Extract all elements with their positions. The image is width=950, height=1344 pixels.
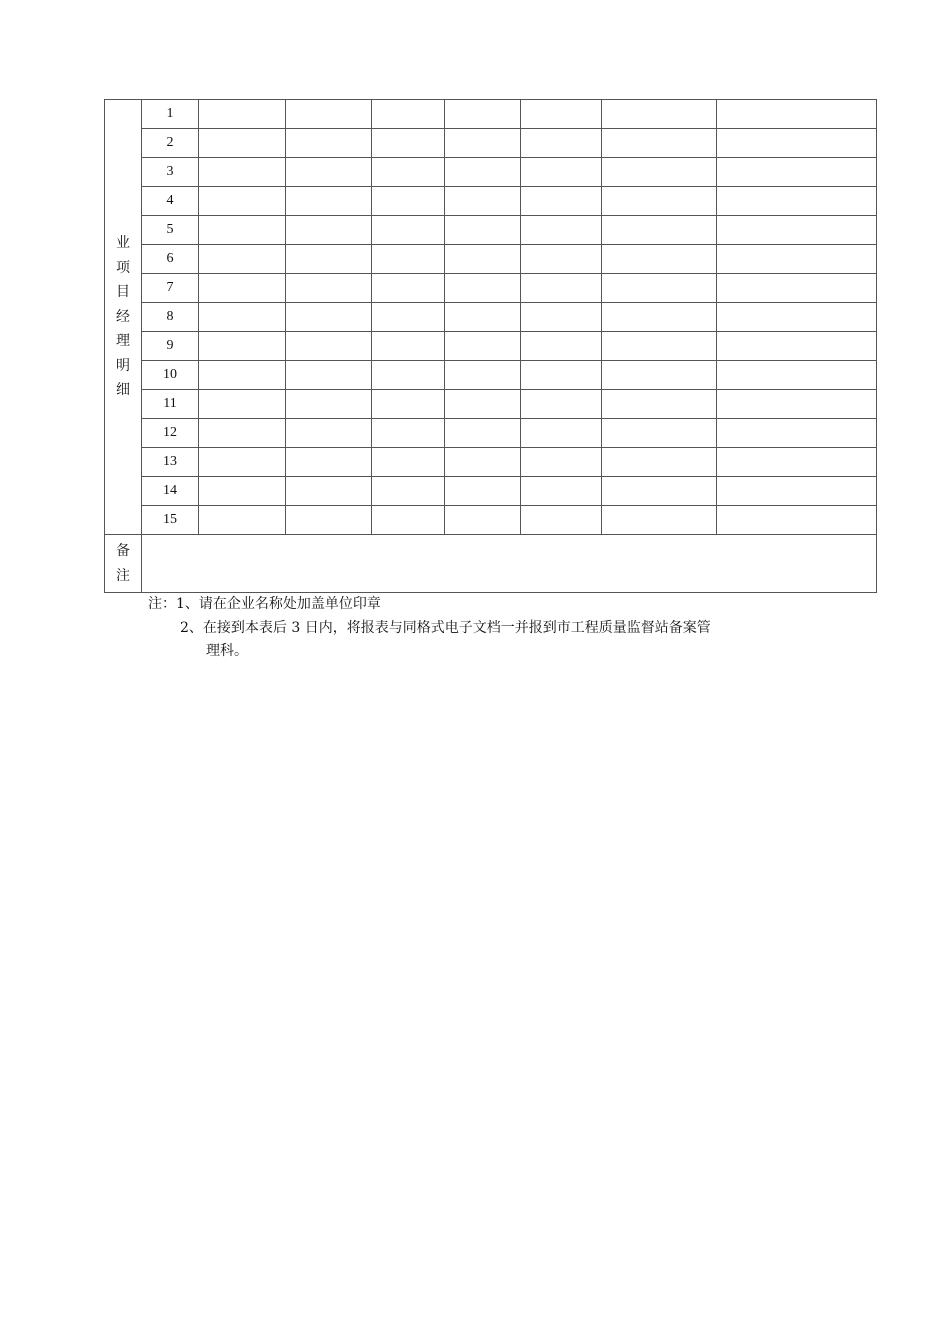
blank-cell[interactable] bbox=[199, 216, 286, 245]
blank-cell[interactable] bbox=[602, 100, 717, 129]
blank-cell[interactable] bbox=[521, 332, 602, 361]
blank-cell[interactable] bbox=[717, 245, 877, 274]
blank-cell[interactable] bbox=[445, 303, 521, 332]
blank-cell[interactable] bbox=[445, 419, 521, 448]
blank-cell[interactable] bbox=[199, 390, 286, 419]
blank-cell[interactable] bbox=[445, 245, 521, 274]
blank-cell[interactable] bbox=[602, 448, 717, 477]
blank-cell[interactable] bbox=[717, 216, 877, 245]
row-number: 12 bbox=[142, 419, 199, 448]
blank-cell[interactable] bbox=[286, 477, 372, 506]
remarks-label-char: 备 bbox=[116, 543, 130, 559]
blank-cell[interactable] bbox=[521, 390, 602, 419]
blank-cell[interactable] bbox=[521, 100, 602, 129]
blank-cell[interactable] bbox=[199, 274, 286, 303]
blank-cell[interactable] bbox=[372, 390, 445, 419]
table-row bbox=[105, 274, 877, 303]
blank-cell[interactable] bbox=[372, 506, 445, 535]
blank-cell[interactable] bbox=[717, 303, 877, 332]
blank-cell[interactable] bbox=[286, 100, 372, 129]
blank-cell[interactable] bbox=[372, 245, 445, 274]
blank-cell[interactable] bbox=[717, 361, 877, 390]
row-number: 13 bbox=[142, 448, 199, 477]
blank-cell[interactable] bbox=[717, 274, 877, 303]
blank-cell[interactable] bbox=[602, 361, 717, 390]
blank-cell[interactable] bbox=[372, 129, 445, 158]
table-row bbox=[105, 390, 877, 419]
blank-cell[interactable] bbox=[286, 303, 372, 332]
blank-cell[interactable] bbox=[717, 390, 877, 419]
blank-cell[interactable] bbox=[717, 477, 877, 506]
table-row bbox=[105, 303, 877, 332]
section-label-char: 项 bbox=[116, 259, 130, 276]
blank-cell[interactable] bbox=[445, 216, 521, 245]
table-row bbox=[105, 187, 877, 216]
blank-cell[interactable] bbox=[602, 216, 717, 245]
blank-cell[interactable] bbox=[521, 477, 602, 506]
row-number: 3 bbox=[142, 158, 199, 187]
blank-cell[interactable] bbox=[286, 361, 372, 390]
blank-cell[interactable] bbox=[602, 129, 717, 158]
blank-cell[interactable] bbox=[445, 187, 521, 216]
blank-cell[interactable] bbox=[521, 129, 602, 158]
blank-cell[interactable] bbox=[521, 187, 602, 216]
blank-cell[interactable] bbox=[372, 303, 445, 332]
section-label-char: 细 bbox=[116, 382, 130, 399]
blank-cell[interactable] bbox=[199, 361, 286, 390]
table-row bbox=[105, 129, 877, 158]
blank-cell[interactable] bbox=[445, 361, 521, 390]
blank-cell[interactable] bbox=[286, 129, 372, 158]
blank-cell[interactable] bbox=[602, 187, 717, 216]
row-number: 1 bbox=[142, 100, 199, 129]
row-number: 8 bbox=[142, 303, 199, 332]
blank-cell[interactable] bbox=[717, 187, 877, 216]
blank-cell[interactable] bbox=[445, 274, 521, 303]
section-label-char: 业 bbox=[116, 235, 130, 252]
blank-cell[interactable] bbox=[717, 506, 877, 535]
blank-cell[interactable] bbox=[199, 129, 286, 158]
blank-cell[interactable] bbox=[372, 158, 445, 187]
blank-cell[interactable] bbox=[602, 506, 717, 535]
table-row bbox=[105, 419, 877, 448]
blank-cell[interactable] bbox=[521, 506, 602, 535]
blank-cell[interactable] bbox=[521, 303, 602, 332]
blank-cell[interactable] bbox=[717, 448, 877, 477]
row-number: 5 bbox=[142, 216, 199, 245]
blank-cell[interactable] bbox=[199, 332, 286, 361]
footnotes bbox=[148, 593, 828, 664]
section-label-char: 明 bbox=[116, 357, 130, 374]
blank-cell[interactable] bbox=[286, 187, 372, 216]
section-label-cell bbox=[105, 100, 142, 535]
blank-cell[interactable] bbox=[199, 158, 286, 187]
project-manager-detail-sheet bbox=[104, 99, 876, 593]
blank-cell[interactable] bbox=[286, 506, 372, 535]
blank-cell[interactable] bbox=[521, 216, 602, 245]
blank-cell[interactable] bbox=[602, 332, 717, 361]
blank-cell[interactable] bbox=[199, 100, 286, 129]
blank-cell[interactable] bbox=[521, 419, 602, 448]
blank-cell[interactable] bbox=[199, 506, 286, 535]
blank-cell[interactable] bbox=[286, 448, 372, 477]
blank-cell[interactable] bbox=[286, 419, 372, 448]
blank-cell[interactable] bbox=[602, 477, 717, 506]
row-number: 15 bbox=[142, 506, 199, 535]
blank-cell[interactable] bbox=[372, 477, 445, 506]
blank-cell[interactable] bbox=[199, 245, 286, 274]
section-label bbox=[116, 231, 130, 403]
blank-cell[interactable] bbox=[286, 274, 372, 303]
blank-cell[interactable] bbox=[602, 390, 717, 419]
blank-cell[interactable] bbox=[372, 448, 445, 477]
project-manager-detail-table bbox=[104, 99, 877, 593]
note-2-continued: 理科。 bbox=[206, 643, 248, 659]
row-number: 9 bbox=[142, 332, 199, 361]
blank-cell[interactable] bbox=[372, 187, 445, 216]
blank-cell[interactable] bbox=[602, 274, 717, 303]
remarks-label bbox=[116, 539, 130, 588]
blank-cell[interactable] bbox=[602, 419, 717, 448]
blank-cell[interactable] bbox=[372, 100, 445, 129]
blank-cell[interactable] bbox=[286, 390, 372, 419]
blank-cell[interactable] bbox=[199, 419, 286, 448]
blank-cell[interactable] bbox=[717, 419, 877, 448]
blank-cell[interactable] bbox=[717, 158, 877, 187]
row-number: 2 bbox=[142, 129, 199, 158]
table-row bbox=[105, 332, 877, 361]
blank-cell[interactable] bbox=[445, 100, 521, 129]
remarks-label-cell bbox=[105, 535, 142, 593]
blank-cell[interactable] bbox=[602, 158, 717, 187]
blank-cell[interactable] bbox=[717, 129, 877, 158]
section-label-char: 理 bbox=[116, 333, 130, 350]
blank-cell[interactable] bbox=[199, 477, 286, 506]
blank-cell[interactable] bbox=[372, 419, 445, 448]
blank-cell[interactable] bbox=[445, 477, 521, 506]
note-1: 注：1、请在企业名称处加盖单位印章 bbox=[148, 596, 381, 612]
blank-cell[interactable] bbox=[286, 158, 372, 187]
table-row bbox=[105, 448, 877, 477]
blank-cell[interactable] bbox=[199, 187, 286, 216]
table-row bbox=[105, 216, 877, 245]
blank-cell[interactable] bbox=[286, 245, 372, 274]
remarks-label-char: 注 bbox=[116, 567, 130, 584]
blank-cell[interactable] bbox=[199, 303, 286, 332]
blank-cell[interactable] bbox=[445, 332, 521, 361]
blank-cell[interactable] bbox=[445, 506, 521, 535]
remarks-field[interactable] bbox=[142, 535, 877, 593]
table-row bbox=[105, 100, 877, 129]
row-number: 11 bbox=[142, 390, 199, 419]
row-number: 7 bbox=[142, 274, 199, 303]
blank-cell[interactable] bbox=[445, 390, 521, 419]
blank-cell[interactable] bbox=[521, 361, 602, 390]
section-label-char: 经 bbox=[116, 308, 130, 325]
blank-cell[interactable] bbox=[521, 245, 602, 274]
blank-cell[interactable] bbox=[717, 332, 877, 361]
table-row bbox=[105, 245, 877, 274]
table-row bbox=[105, 361, 877, 390]
blank-cell[interactable] bbox=[372, 216, 445, 245]
blank-cell[interactable] bbox=[372, 332, 445, 361]
blank-cell[interactable] bbox=[372, 274, 445, 303]
blank-cell[interactable] bbox=[286, 332, 372, 361]
note-2: 2、在接到本表后 3 日内，将报表与同格式电子文档一并报到市工程质量监督站备案管 bbox=[180, 619, 711, 636]
table-row bbox=[105, 506, 877, 535]
table-row bbox=[105, 477, 877, 506]
blank-cell[interactable] bbox=[445, 158, 521, 187]
blank-cell[interactable] bbox=[445, 129, 521, 158]
row-number: 14 bbox=[142, 477, 199, 506]
blank-cell[interactable] bbox=[521, 448, 602, 477]
blank-cell[interactable] bbox=[372, 361, 445, 390]
blank-cell[interactable] bbox=[602, 245, 717, 274]
row-number: 4 bbox=[142, 187, 199, 216]
table-row bbox=[105, 158, 877, 187]
section-label-char: 目 bbox=[116, 284, 130, 301]
row-number: 10 bbox=[142, 361, 199, 390]
blank-cell[interactable] bbox=[521, 274, 602, 303]
blank-cell[interactable] bbox=[717, 100, 877, 129]
remarks-row bbox=[105, 535, 877, 593]
blank-cell[interactable] bbox=[445, 448, 521, 477]
blank-cell[interactable] bbox=[521, 158, 602, 187]
blank-cell[interactable] bbox=[286, 216, 372, 245]
row-number: 6 bbox=[142, 245, 199, 274]
blank-cell[interactable] bbox=[602, 303, 717, 332]
blank-cell[interactable] bbox=[199, 448, 286, 477]
